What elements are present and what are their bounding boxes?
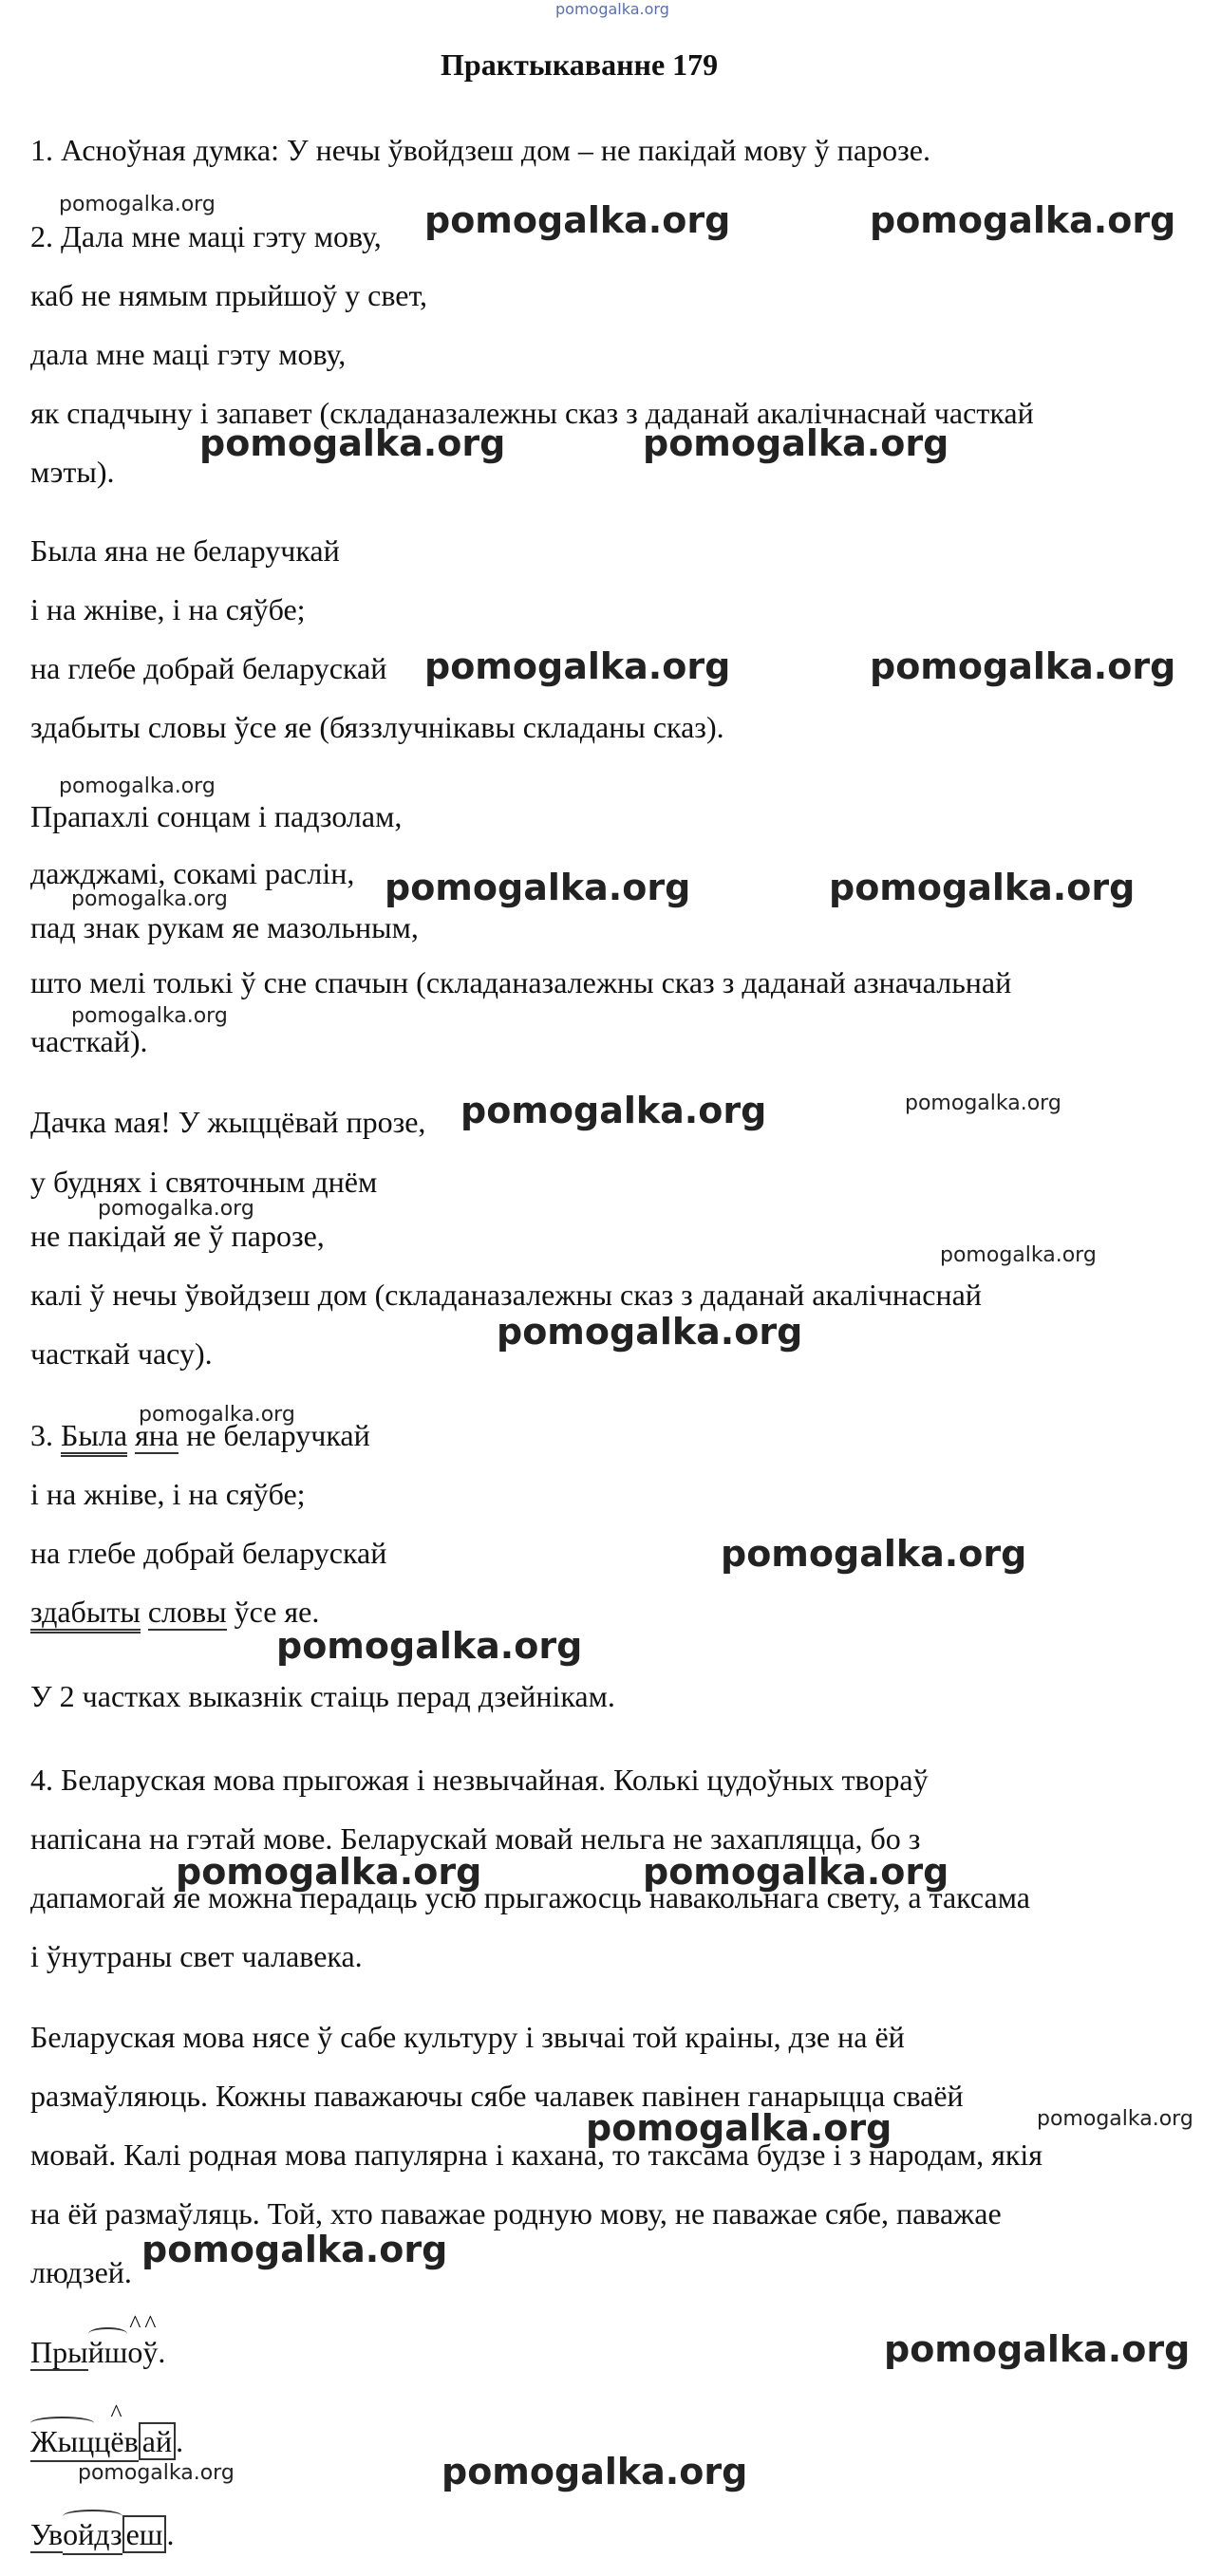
watermark: pomogalka.org bbox=[870, 199, 1176, 241]
poem-line: у буднях і святочным днём bbox=[30, 1165, 378, 1199]
plain-text: ўсе яе. bbox=[234, 1595, 320, 1629]
watermark: pomogalka.org bbox=[276, 1625, 583, 1667]
poem-line: Была яна не беларучкай bbox=[30, 533, 340, 568]
watermark: pomogalka.org bbox=[643, 422, 949, 464]
watermark: pomogalka.org bbox=[1037, 2107, 1193, 2131]
suffix: ^ о bbox=[127, 2333, 142, 2371]
root: йш bbox=[87, 2335, 128, 2369]
watermark: pomogalka.org bbox=[940, 1243, 1097, 1267]
watermark: pomogalka.org bbox=[78, 2461, 235, 2485]
essay-line: размаўляюць. Кожны паважаючы сябе чалавек павінен ганарыцца сваёй bbox=[30, 2079, 964, 2113]
watermark: pomogalka.org bbox=[884, 2328, 1191, 2370]
period: . bbox=[158, 2335, 166, 2369]
watermark: pomogalka.org bbox=[59, 775, 216, 798]
watermark: pomogalka.org bbox=[870, 645, 1176, 687]
root: Жыц bbox=[30, 2422, 94, 2462]
prefix: Пры bbox=[30, 2335, 88, 2369]
watermark: pomogalka.org bbox=[460, 1090, 767, 1131]
essay-line: мовай. Калі родная мова папулярна і кахана, то таксама будзе і з народам, якія bbox=[30, 2137, 1043, 2172]
item-number: 3. bbox=[30, 1418, 53, 1452]
watermark: pomogalka.org bbox=[139, 1403, 295, 1427]
poem-line: часткай). bbox=[30, 1024, 148, 1058]
root: ойдз bbox=[63, 2515, 122, 2555]
ending: ай bbox=[139, 2422, 176, 2460]
poem-line: і на жніве, і на сяўбе; bbox=[30, 1477, 306, 1511]
watermark: pomogalka.org bbox=[643, 1851, 949, 1893]
poem-line: Прапахлі сонцам і падзолам, bbox=[30, 799, 403, 833]
page-title: Практыкаванне 179 bbox=[441, 47, 719, 82]
period: . bbox=[166, 2517, 175, 2551]
poem-line: дажджамі, сокамі раслін, bbox=[30, 856, 355, 890]
essay-line: Беларуская мова нясе ў сабе культуру і звычаі той краіны, дзе на ёй bbox=[30, 2020, 905, 2054]
watermark: pomogalka.org bbox=[176, 1851, 482, 1893]
essay-line: напісана на гэтай мове. Беларускай мовай нельга не захапляцца, бо з bbox=[30, 1821, 921, 1856]
ending: еш bbox=[122, 2515, 167, 2553]
morpheme-word-3 bbox=[30, 2515, 174, 2555]
subject-word: словы bbox=[147, 1595, 227, 1629]
poem-line: пад знак рукам яе мазольным, bbox=[30, 910, 419, 944]
poem-line: на глебе добрай беларускай bbox=[30, 651, 387, 685]
poem-line: калі ў нечы ўвойдзеш дом (складаназалежны сказ з даданай акалічнаснай bbox=[30, 1278, 982, 1312]
watermark: pomogalka.org bbox=[385, 867, 691, 908]
poem-line: каб не нямым прыйшоў у свет, bbox=[30, 278, 428, 312]
watermark: pomogalka.org bbox=[829, 867, 1136, 908]
poem-line: 2. Дала мне маці гэту мову, bbox=[30, 219, 382, 253]
essay-line: людзей. bbox=[30, 2255, 132, 2289]
poem-line: што мелі толькі ў сне спачын (складаназалежны сказ з даданай азначальнай bbox=[30, 965, 1012, 999]
prefix: Ув bbox=[30, 2517, 64, 2551]
site-top-watermark: pomogalka.org bbox=[555, 0, 669, 18]
essay-line: на ёй размаўляць. Той, хто паважае родную мову, не паважае сябе, паважае bbox=[30, 2196, 1002, 2231]
poem-line: на глебе добрай беларускай bbox=[30, 1536, 387, 1570]
watermark: pomogalka.org bbox=[141, 2229, 448, 2270]
suffix: ^ цёв bbox=[94, 2422, 138, 2462]
poem-line: мэты). bbox=[30, 455, 115, 489]
morpheme-word-2 bbox=[30, 2422, 183, 2462]
main-idea: 1. Асноўная думка: У нечы ўвойдзеш дом – не пакідай мову ў парозе. bbox=[30, 133, 930, 167]
essay-line: і ўнутраны свет чалавека. bbox=[30, 1939, 363, 1973]
watermark: pomogalka.org bbox=[199, 422, 506, 464]
poem-line: і на жніве, і на сяўбе; bbox=[30, 592, 306, 626]
note-line: У 2 частках выказнік стаіць перад дзейнікам. bbox=[30, 1679, 615, 1713]
watermark: pomogalka.org bbox=[71, 1004, 228, 1028]
watermark: pomogalka.org bbox=[497, 1311, 803, 1353]
poem-line: часткай часу). bbox=[30, 1336, 213, 1371]
watermark: pomogalka.org bbox=[71, 887, 228, 911]
plain-text: не беларучкай bbox=[186, 1418, 370, 1452]
watermark: pomogalka.org bbox=[586, 2107, 892, 2149]
watermark: pomogalka.org bbox=[59, 193, 216, 216]
period: . bbox=[176, 2424, 184, 2458]
watermark: pomogalka.org bbox=[424, 199, 731, 241]
suffix: ^ ў bbox=[142, 2333, 158, 2371]
poem-line: здабыты словы ўсе яе (бяззлучнікавы складаны сказ). bbox=[30, 710, 724, 744]
watermark: pomogalka.org bbox=[98, 1197, 254, 1221]
watermark: pomogalka.org bbox=[905, 1092, 1061, 1115]
subject-word: яна bbox=[135, 1418, 179, 1452]
essay-line: дапамогай яе можна перадаць усю прыгажосць навакольнага свету, а таксама bbox=[30, 1880, 1030, 1914]
predicate-word: Была bbox=[61, 1418, 127, 1457]
morpheme-word-1 bbox=[30, 2333, 165, 2371]
poem-line: як спадчыну і запавет (складаназалежны сказ з даданай акалічнаснай часткай bbox=[30, 396, 1034, 430]
predicate-word: здабыты bbox=[30, 1595, 141, 1633]
poem-line: дала мне маці гэту мову, bbox=[30, 337, 347, 371]
poem-line: Дачка мая! У жыццёвай прозе, bbox=[30, 1105, 426, 1139]
essay-line: 4. Беларуская мова прыгожая і незвычайная. Колькі цудоўных твораў bbox=[30, 1763, 929, 1797]
watermark: pomogalka.org bbox=[424, 645, 731, 687]
watermark: pomogalka.org bbox=[721, 1533, 1027, 1575]
watermark: pomogalka.org bbox=[441, 2451, 748, 2492]
poem-line: не пакідай яе ў парозе, bbox=[30, 1219, 325, 1253]
